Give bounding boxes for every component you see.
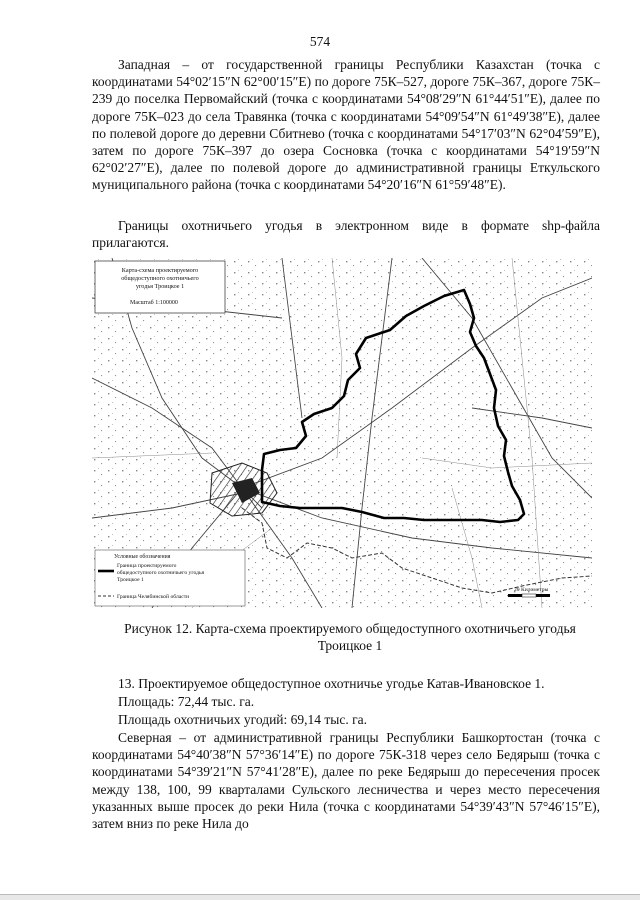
scale-bar (508, 587, 550, 597)
hunting-ground-map (92, 258, 592, 608)
caption-line1: Рисунок 12. Карта-схема проектируемого общедоступного охотничьего угодья (124, 621, 576, 636)
western-boundary-paragraph: Западная – от государственной границы Республики Казахстан (точка с координатами 54°02′15″N 62°00′15″E) по дороге 75К–527, дороге 75К–367, дороге 75К–239 до поселка Первомайский (точка с координатами 54°08′29″N 61°44′51″E), далее по дороге 75К–023 до села Травянка (точка с координатами 54°09′54″N 61°49′38″E), далее по полевой дороге до деревни Сбитнево (точка с координатами 54°17′03″N 62°04′59″E), затем по дороге 75К–397 до озера Сосновка (точка с координатами 54°19′59″N 62°02′27″E), далее по полевой дороге до административной границы Еткульского муниципального района (точка с координатами 54°20′16″N 61°59′48″E). (92, 57, 600, 193)
map-title-line3: угодья Троицкое 1 (135, 283, 185, 290)
legend-item2: Граница Челябинской области (117, 594, 190, 600)
map-title-line2: общедоступного охотничьего (121, 275, 199, 282)
figure-caption (80, 620, 620, 654)
legend-item1-line1: Граница проектируемого (117, 563, 177, 569)
shp-note-paragraph: Границы охотничьего угодья в электронном виде в формате shp-файла прилагаются. (92, 218, 600, 251)
scale-bar-label: 20 Километры (514, 587, 549, 593)
caption-line2: Троицкое 1 (317, 638, 383, 653)
map-scale-text: Масштаб 1:100000 (130, 300, 178, 306)
page-number: 574 (309, 34, 331, 49)
legend-item1-line3: Троицкое 1 (117, 577, 144, 583)
map-title-line1: Карта-схема проектируемого (121, 267, 199, 274)
northern-boundary-paragraph: Северная – от административной границы Республики Башкортостан (точка с координатами 54°40′38″N 57°36′14″E) по дороге 75К-318 через село Бедярыш (точка с координатами 54°39′21″N 57°41′28″E), далее по реке Бедярыш до пересечения просек между 138, 100, 99 кварталами Сульского лесничества и через место пересечения указанных выше просек до реки Нила (точка с координатами 54°39′43″N 57°46′15″E), затем вниз по реке Нила до (92, 730, 600, 832)
hunting-area-line: Площадь охотничьих угодий: 69,14 тыс. га. (118, 712, 368, 727)
legend-item1-line2: общедоступного охотничьего угодья (117, 570, 205, 576)
section13-title: 13. Проектируемое общедоступное охотничье угодье Катав-Ивановское 1. (118, 676, 545, 691)
legend-title: Условные обозначения (114, 554, 171, 560)
area-line: Площадь: 72,44 тыс. га. (118, 694, 255, 709)
page-bottom-edge (0, 894, 640, 900)
